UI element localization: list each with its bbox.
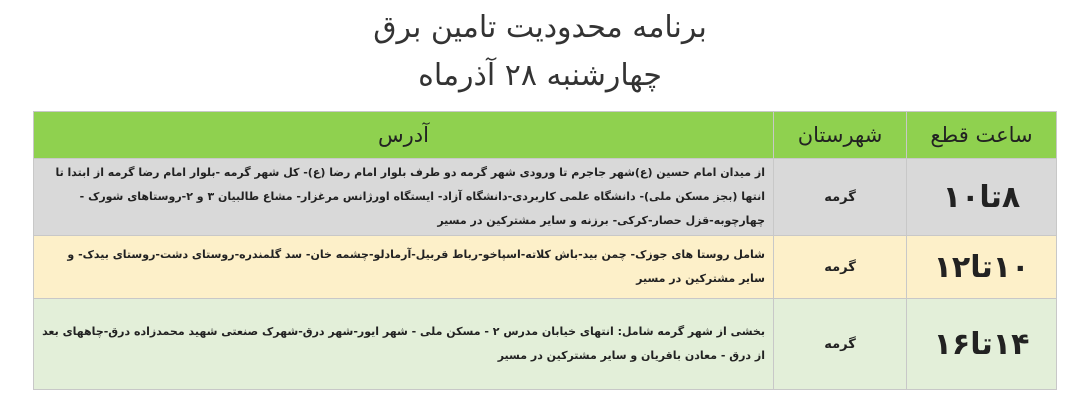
header-city: شهرستان	[774, 112, 907, 159]
page-subtitle-date: چهارشنبه ۲۸ آذرماه	[418, 58, 662, 93]
header-time: ساعت قطع	[907, 112, 1057, 159]
table-header-row	[34, 112, 1057, 159]
city-cell: گرمه	[774, 299, 907, 390]
outage-time-cell: ۱۰تا۱۲	[907, 236, 1057, 299]
outage-schedule-table	[33, 111, 1057, 390]
outage-time-cell: ۱۴تا۱۶	[907, 299, 1057, 390]
address-cell: از میدان امام حسین (ع)شهر جاجرم تا ورودی شهر گرمه دو طرف بلوار امام رضا (ع)- کل شهر گرمه -بلوار امام رضا گرمه از ابتدا تا انتها (بجز مسکن ملی)- دانشگاه علمی کاربردی-دانشگاه آزاد- ایستگاه اورژانس مرغزار- مشاع طالبیان ۳ و ۲-روستاهای شورک - چهارچوبه-قزل حصار-کرکی- برزنه و سایر مشترکین در مسیر	[34, 159, 774, 236]
header-address: آدرس	[34, 112, 774, 159]
address-cell: بخشی از شهر گرمه شامل: انتهای خیابان مدرس ۲ - مسکن ملی - شهر ایور-شهر درق-شهرک صنعتی شهید محمدزاده درق-چاههای بعد از درق - معادن باقریان و سایر مشترکین در مسیر	[34, 299, 774, 390]
city-cell: گرمه	[774, 236, 907, 299]
table-row	[34, 299, 1057, 390]
table-row	[34, 236, 1057, 299]
city-cell: گرمه	[774, 159, 907, 236]
table-row	[34, 159, 1057, 236]
address-cell: شامل روستا های جوزک- چمن بید-باش کلاته-اسپاخو-رباط قربیل-آرمادلو-چشمه خان- سد گلمندره-روستای دشت-روستای بیدک- و سایر مشترکین در مسیر	[34, 236, 774, 299]
outage-time-cell: ۸تا۱۰	[907, 159, 1057, 236]
page-title: برنامه محدودیت تامین برق	[373, 10, 707, 45]
